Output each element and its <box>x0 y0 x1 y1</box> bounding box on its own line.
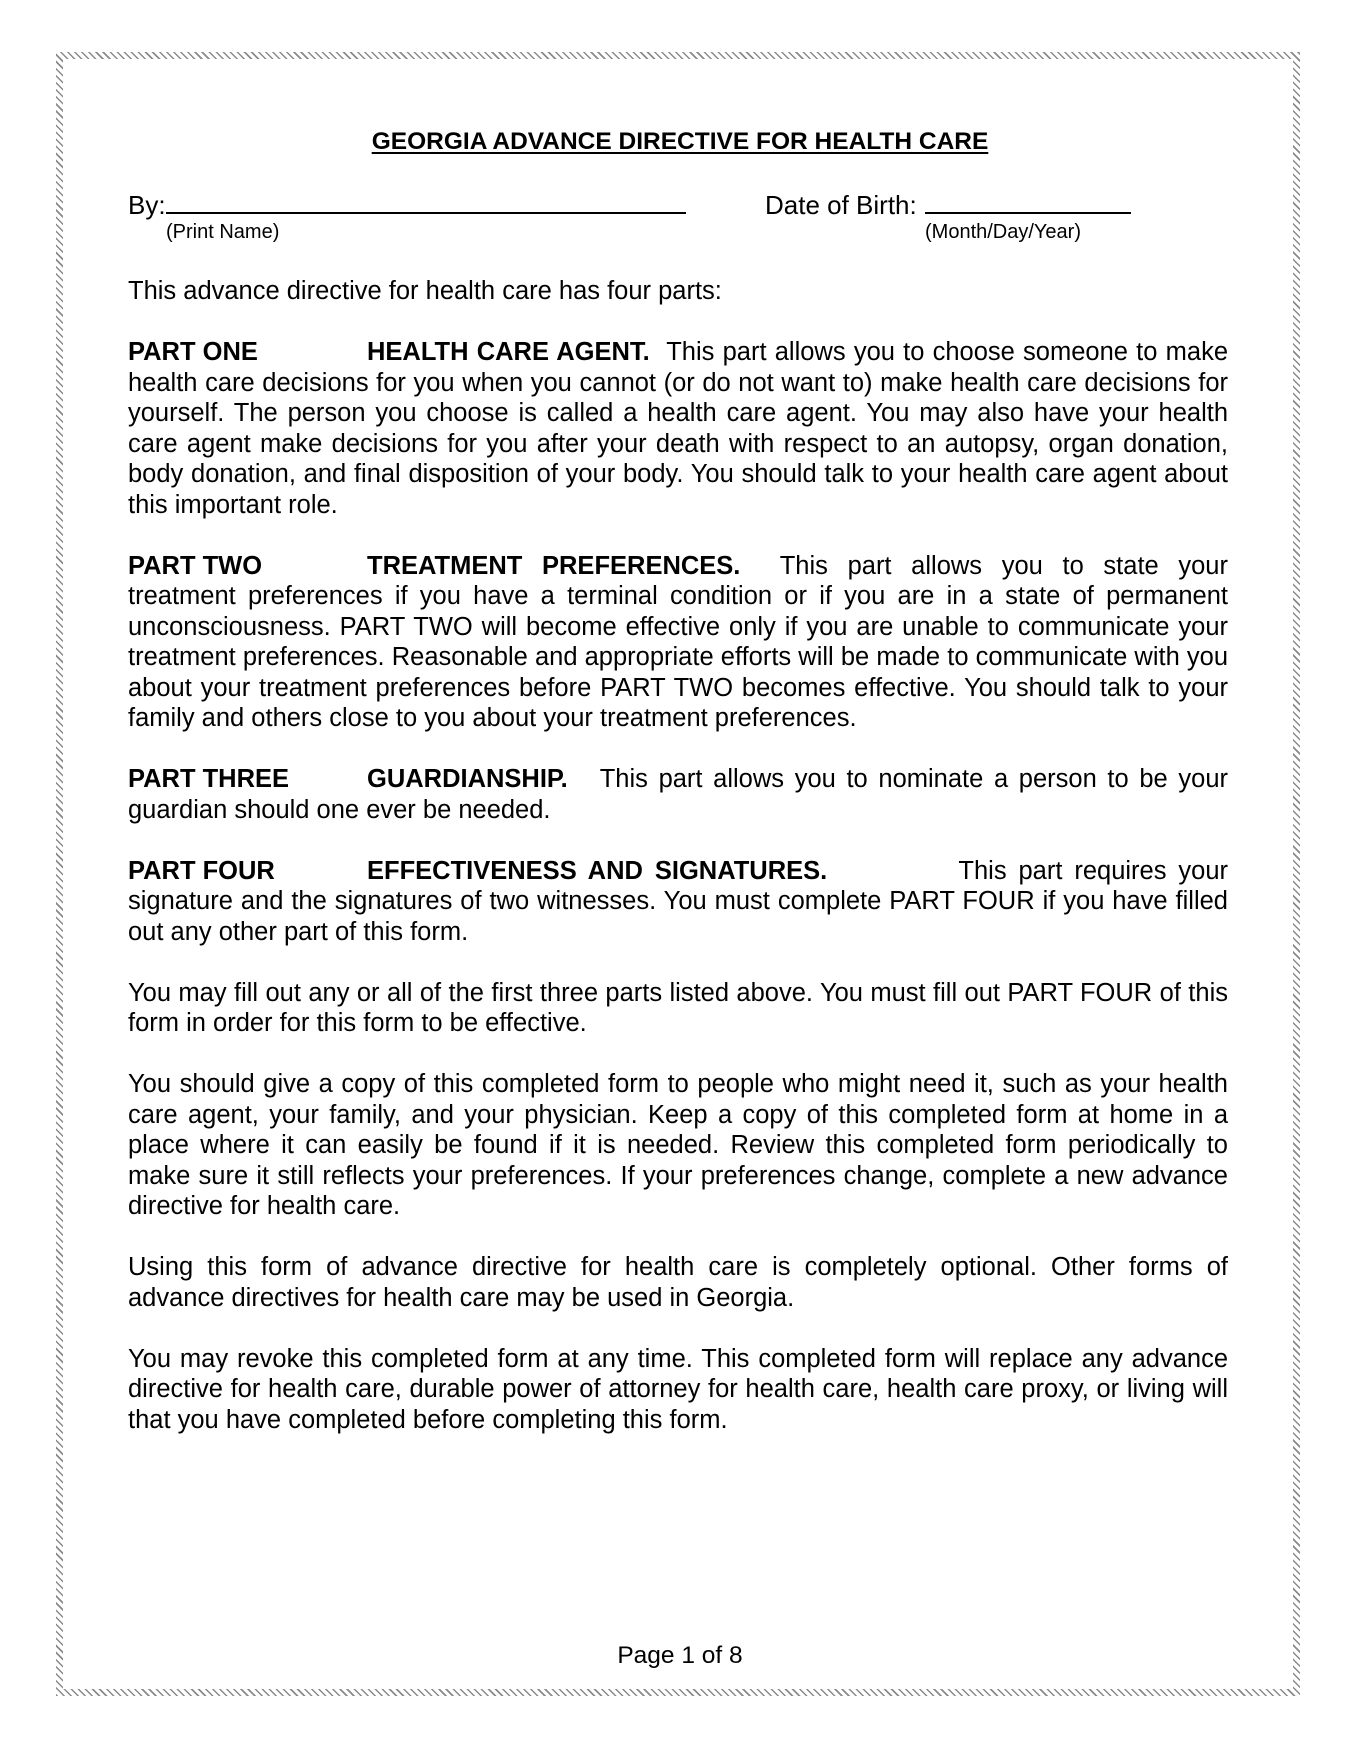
document-title: GEORGIA ADVANCE DIRECTIVE FOR HEALTH CARE <box>371 128 989 155</box>
part-one-paragraph <box>128 337 1228 520</box>
by-label: By: <box>128 190 166 220</box>
part-three-title: GUARDIANSHIP. <box>367 765 568 793</box>
part-three-text: This part allows you to nominate a person to be your guardian should one ever be needed. <box>128 765 1228 824</box>
part-three-label: PART THREE <box>128 765 290 793</box>
fill-out-paragraph: You may fill out any or all of the first three parts listed above. You must fill out PART FOUR of this form in order for this form to be effective. <box>128 978 1228 1037</box>
name-blank-line[interactable] <box>166 192 686 214</box>
copy-paragraph: You should give a copy of this completed form to people who might need it, such as your health care agent, your family, and your physician. Keep a copy of this completed form at home in a place where it can easily be found if it is needed. Review this completed form periodically to make sure it still reflects your preferences. If your preferences change, complete a new advance directive for health care. <box>128 1070 1228 1220</box>
dob-blank-line[interactable] <box>925 192 1131 214</box>
part-four-paragraph <box>128 856 1228 948</box>
optional-paragraph: Using this form of advance directive for health care is completely optional. Other forms of advance directives for health care may be used in Georgia. <box>128 1253 1228 1312</box>
part-four-label: PART FOUR <box>128 856 275 885</box>
name-field <box>128 190 686 220</box>
print-name-hint: (Print Name) <box>166 221 280 243</box>
part-one-text: This part allows you to choose someone to make health care decisions for you when you cannot (or do not want to) make health care decisions for yourself. The person you choose is called a health care agent. You may also have your health care agent make decisions for you after your death with respect to an autopsy, organ donation, body donation, and final disposition of your body. You should talk to your health care agent about this important role. <box>128 338 1229 519</box>
part-one-label: PART ONE <box>128 338 258 366</box>
revoke-paragraph: You may revoke this completed form at any time. This completed form will replace any advance directive for health care, durable power of attorney for health care, health care proxy, or living will that you have completed before completing this form. <box>128 1344 1228 1434</box>
part-four-title: EFFECTIVENESS AND SIGNATURES. <box>367 856 828 885</box>
intro-paragraph: This advance directive for health care has four parts: <box>128 277 722 305</box>
part-one-title: HEALTH CARE AGENT. <box>367 338 650 366</box>
document-body <box>128 276 1228 1466</box>
part-two-text: This part allows you to state your treatment preferences if you have a terminal condition or if you are in a state of permanent unconsciousness. PART TWO will become effective only if you are unable to communicate your treatment preferences. Reasonable and appropriate efforts will be made to communicate with you about your treatment preferences before PART TWO becomes effective. You should talk to your family and others close to you about your treatment preferences. <box>128 551 1228 732</box>
part-three-paragraph <box>128 764 1228 825</box>
dob-label: Date of Birth: <box>765 190 917 220</box>
dob-field <box>765 190 1131 220</box>
dob-format-hint: (Month/Day/Year) <box>925 221 1081 243</box>
part-four-text: This part requires your signature and the signatures of two witnesses. You must complete PART FOUR if you have filled out any other part of this form. <box>128 856 1229 946</box>
page-number: Page 1 of 8 <box>617 1642 743 1669</box>
part-two-title: TREATMENT PREFERENCES. <box>367 551 741 580</box>
part-two-paragraph <box>128 551 1228 734</box>
part-two-label: PART TWO <box>128 551 263 580</box>
